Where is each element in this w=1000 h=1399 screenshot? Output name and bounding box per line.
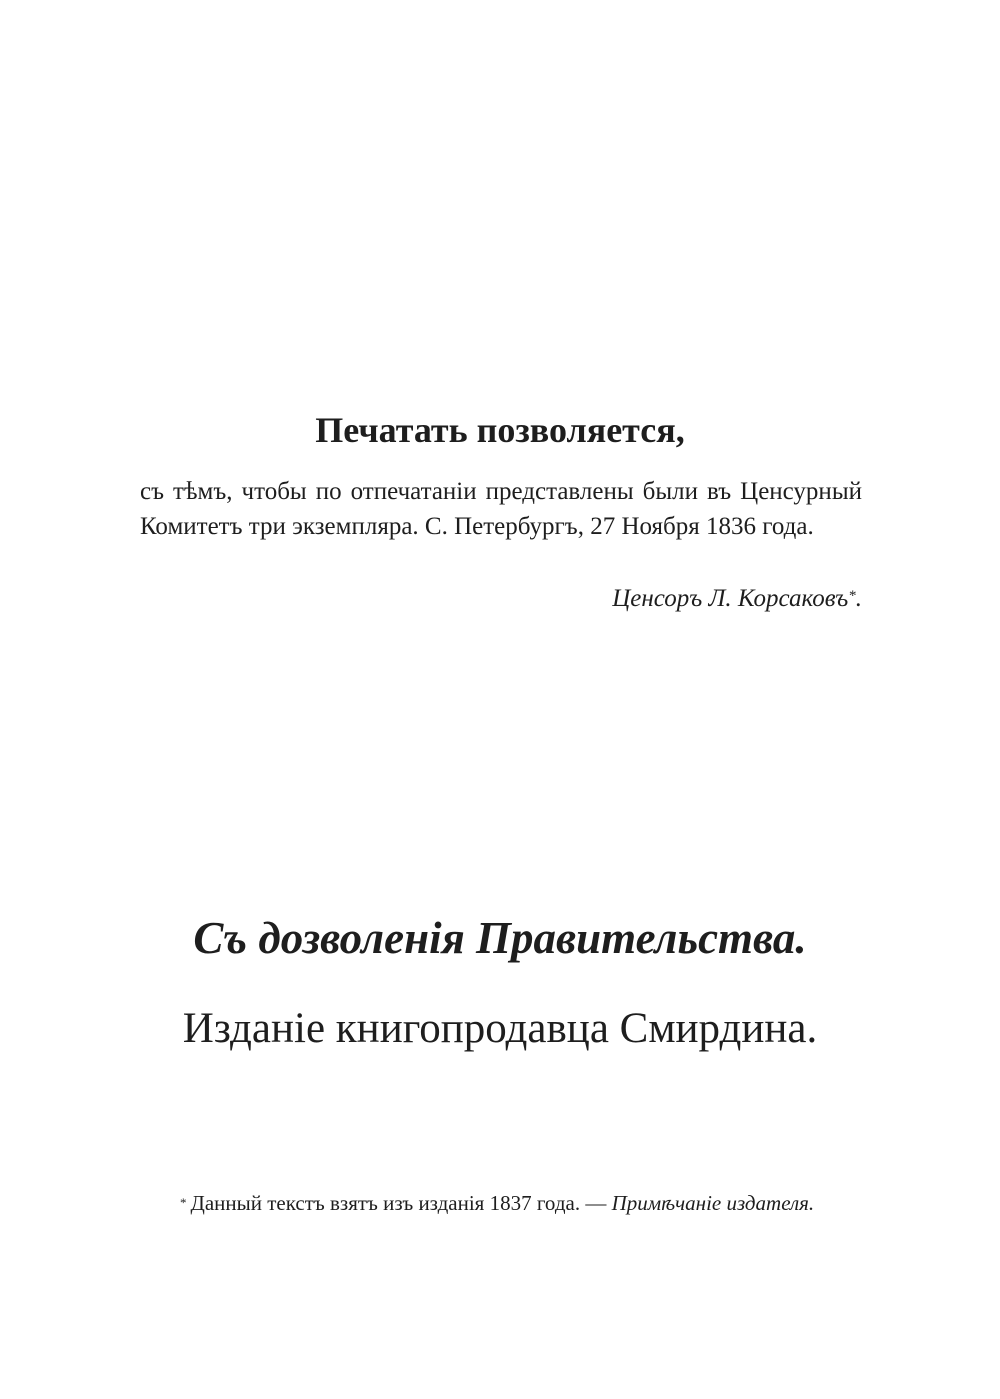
imprint-title: Съ дозволенія Правительства. <box>193 913 807 963</box>
footnote-publisher-note: Примѣчаніе издателя. <box>611 1191 815 1215</box>
imprint-publisher: Изданіе книгопродавца Смирдина. <box>182 1005 818 1052</box>
censorship-permission-text: съ тѣмъ, чтобы по отпечатаніи представлены были въ Ценсурный Комитетъ три экземпляра. С. Петербургъ, 27 Ноября 1836 года. <box>140 478 862 540</box>
footnote-text: Данный текстъ взятъ изъ изданія 1837 года. — <box>190 1191 612 1215</box>
footnote-marker: * <box>180 1195 187 1210</box>
censor-signature-period: . <box>855 585 862 612</box>
footnote-reference-marker: * <box>848 588 856 604</box>
censor-signature-line <box>140 581 862 616</box>
footnote <box>140 1188 862 1219</box>
censorship-heading: Печатать позволяется, <box>315 410 685 450</box>
censor-signature: Ценсоръ Л. Корсаковъ <box>612 585 849 612</box>
